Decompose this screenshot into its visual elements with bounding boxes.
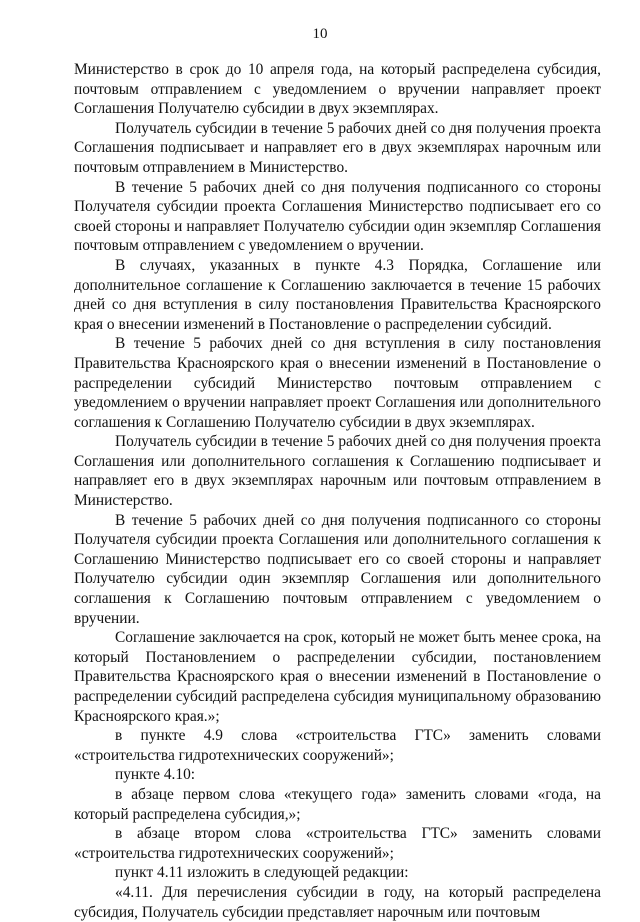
paragraph: В течение 5 рабочих дней со дня получения подписанного со стороны Получателя субсидии проекта Соглашения Министерство подписывает его со своей стороны и направляет Получателю субсидии один экземпляр Соглашения почтовым отправлением с уведомлением о вручении.	[74, 178, 601, 255]
paragraph: «4.11. Для перечисления субсидии в году, на который распределена субсидия, Получатель субсидии представляет нарочным или почтовым	[74, 883, 601, 921]
paragraph: пункт 4.11 изложить в следующей редакции:	[115, 864, 409, 882]
paragraph: в абзаце втором слова «строительства ГТС» заменить словами «строительства гидротехнических сооружений»;	[74, 825, 601, 862]
paragraph: Получатель субсидии в течение 5 рабочих дней со дня получения проекта Соглашения подписывает и направляет его в двух экземплярах нарочным или почтовым отправлением в Министерство.	[74, 119, 601, 176]
paragraph: Получатель субсидии в течение 5 рабочих дней со дня получения проекта Соглашения или дополнительного соглашения к Соглашению подписывает и направляет его в двух экземплярах нарочным или почтовым отправлением в Министерство.	[74, 433, 601, 510]
paragraph: В случаях, указанных в пункте 4.3 Порядка, Соглашение или дополнительное соглашение к Соглашению заключается в течение 15 рабочих дней со дня вступления в силу постановления Правительства Красноярского края о внесении изменений в Постановление о распределении субсидий.	[74, 256, 601, 333]
paragraph: Министерство в срок до 10 апреля года, на который распределена субсидия, почтовым отправлением с уведомлением о вручении направляет проект Соглашения Получателю субсидии в двух экземплярах.	[74, 61, 601, 118]
document-body	[74, 60, 601, 922]
paragraph: Соглашение заключается на срок, который не может быть менее срока, на который Постановлением о распределении субсидии, постановлением Правительства Красноярского края о внесении изменений в Постановление о распределении субсидий распределена субсидия муниципальному образованию Красноярского края.»;	[74, 629, 601, 725]
paragraph: в абзаце первом слова «текущего года» заменить словами «года, на который распределена субсидия,»;	[74, 785, 601, 823]
paragraph: в пункте 4.9 слова «строительства ГТС» заменить словами «строительства гидротехнических сооружений»;	[74, 727, 601, 764]
page-number: 10	[312, 26, 328, 42]
paragraph: В течение 5 рабочих дней со дня вступления в силу постановления Правительства Красноярского края о внесении изменений в Постановление о распределении субсидий Министерство почтовым отправлением с уведомлением о вручении направляет проект Соглашения или дополнительного соглашения к Соглашению Получателю субсидии в двух экземплярах.	[74, 335, 601, 431]
paragraph: пункте 4.10:	[115, 766, 196, 784]
paragraph: В течение 5 рабочих дней со дня получения подписанного со стороны Получателя субсидии проекта Соглашения или дополнительного соглашения к Соглашению Министерство подписывает его со своей стороны и направляет Получателю субсидии один экземпляр Соглашения или дополнительного соглашения к Соглашению почтовым отправлением с уведомлением о вручении.	[74, 511, 601, 627]
